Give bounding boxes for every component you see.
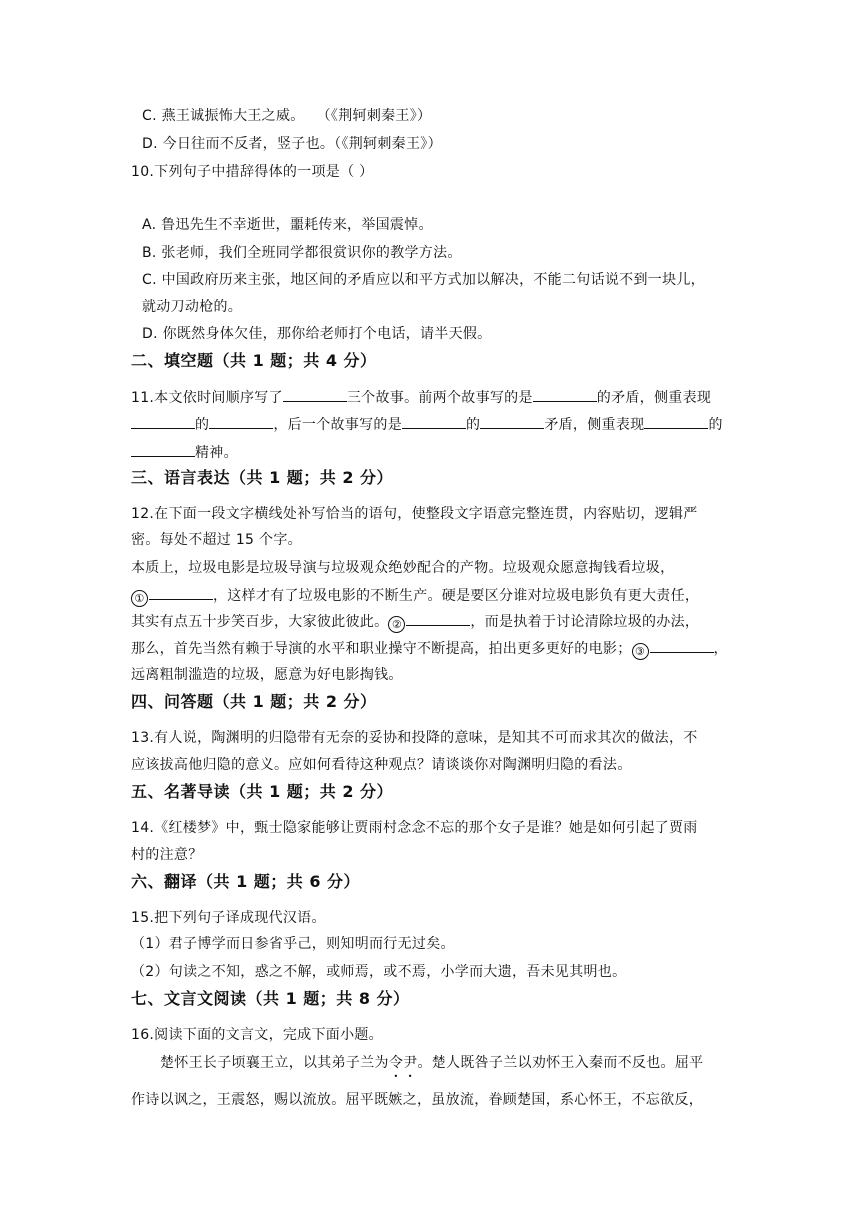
q10-stem: 10.下列句子中措辞得体的一项是（ ）	[131, 164, 374, 180]
q11-line2	[131, 414, 723, 435]
answer-blank[interactable]	[644, 414, 708, 429]
q11-text: 三个故事。前两个故事写的是	[346, 390, 533, 406]
q13-line2: 应该拔高他归隐的意义。应如何看待这种观点？请谈谈你对陶渊明归隐的看法。	[131, 757, 632, 773]
emphasized-char: 令	[388, 1055, 404, 1071]
q14-line2: 村的注意？	[131, 847, 203, 863]
q12-line7: 远离粗制滥造的垃圾，愿意为好电影掏钱。	[131, 667, 403, 683]
q12-text: ，	[713, 641, 728, 657]
section-heading-language-expression: 三、语言表达（共 1 题；共 2 分）	[131, 468, 394, 487]
q13-line1: 13.有人说，陶渊明的归隐带有无奈的妥协和投降的意味，是知其不可而求其次的做法，不	[131, 730, 698, 746]
q16-passage-line1	[160, 1053, 703, 1073]
q12-text: 其实有点五十步笑百步，大家彼此彼此。	[131, 614, 389, 630]
q15-stem: 15.把下列句子译成现代汉语。	[131, 910, 326, 926]
q12-line5	[131, 611, 699, 633]
answer-blank[interactable]	[406, 611, 470, 626]
section-heading-classics: 五、名著导读（共 1 题；共 2 分）	[131, 782, 394, 801]
q11-text: 的	[195, 417, 210, 433]
q11-text: 的	[466, 417, 481, 433]
q10-option-d: D. 你既然身体欠佳，那你给老师打个电话，请半天假。	[142, 326, 492, 342]
q12-line1: 12.在下面一段文字横线处补写恰当的语句，使整段文字语意完整连贯，内容贴切，逻辑严	[131, 506, 698, 522]
q12-line3: 本质上，垃圾电影是垃圾导演与垃圾观众绝妙配合的产物。垃圾观众愿意掏钱看垃圾，	[131, 560, 675, 576]
q12-text: 那么，首先当然有赖于导演的水平和职业操守不断提高，拍出更多更好的电影；	[131, 641, 632, 657]
section-heading-translation: 六、翻译（共 1 题；共 6 分）	[131, 872, 361, 891]
q12-line4	[131, 585, 699, 607]
q9-option-d: D. 今日往而不反者，竖子也。（《荆轲刺秦王》）	[142, 136, 442, 152]
q9-option-c: C. 燕王诚振怖大王之威。 （《荆轲刺秦王》）	[142, 108, 432, 124]
blank-number-1: ①	[131, 590, 148, 607]
q11-text: 的	[708, 417, 723, 433]
answer-blank[interactable]	[283, 387, 347, 402]
q11-text: 11.本文依时间顺序写了	[131, 390, 283, 406]
q11-text: 的矛盾，侧重表现	[596, 390, 712, 406]
passage-text: 。楚人既咎子兰以劝怀王入秦而不反也。屈平	[417, 1055, 704, 1071]
q12-text: ，而是执着于讨论清除垃圾的办法，	[470, 614, 700, 630]
q11-text: 矛盾，侧重表现	[544, 417, 645, 433]
q10-option-c-line2: 就动刀动枪的。	[142, 299, 243, 315]
q12-line2: 密。每处不超过 15 个字。	[131, 532, 302, 548]
q15-sentence-2: （2）句读之不知，惑之不解，或师焉，或不焉，小学而大遗，吾未见其明也。	[131, 964, 627, 980]
blank-number-3: ③	[632, 643, 649, 660]
section-heading-qa: 四、问答题（共 1 题；共 2 分）	[131, 692, 377, 711]
q11-text: 精神。	[195, 445, 238, 461]
answer-blank[interactable]	[480, 414, 544, 429]
answer-blank[interactable]	[131, 442, 195, 457]
q10-option-a: A. 鲁迅先生不幸逝世，噩耗传来，举国震悼。	[142, 217, 433, 233]
q14-line1: 14.《红楼梦》中，甄士隐家能够让贾雨村念念不忘的那个女子是谁？她是如何引起了贾雨	[131, 820, 698, 836]
q10-option-c-line1: C. 中国政府历来主张，地区间的矛盾应以和平方式加以解决，不能二句话说不到一块儿，	[142, 272, 705, 288]
passage-text: 楚怀王长子顷襄王立，以其弟子兰为	[160, 1055, 389, 1071]
emphasized-char: 尹	[403, 1055, 418, 1071]
q16-stem: 16.阅读下面的文言文，完成下面小题。	[131, 1027, 383, 1043]
section-heading-classical-reading: 七、文言文阅读（共 1 题；共 8 分）	[131, 989, 410, 1008]
blank-number-2: ②	[388, 616, 405, 633]
answer-blank[interactable]	[131, 414, 195, 429]
q11-text: ，后一个故事写的是	[273, 417, 403, 433]
q12-text: ，这样才有了垃圾电影的不断生产。硬是要区分谁对垃圾电影负有更大责任，	[213, 588, 700, 604]
answer-blank[interactable]	[209, 414, 273, 429]
answer-blank[interactable]	[533, 387, 597, 402]
q11-line1	[131, 387, 711, 408]
answer-blank[interactable]	[402, 414, 466, 429]
q10-option-b: B. 张老师，我们全班同学都很赏识你的教学方法。	[142, 245, 462, 261]
q15-sentence-1: （1）君子博学而日参省乎己，则知明而行无过矣。	[131, 936, 455, 952]
q12-line6	[131, 638, 728, 660]
q16-passage-line2: 作诗以讽之，王震怒，赐以流放。屈平既嫉之，虽放流，眷顾楚国，系心怀王，不忘欲反，	[131, 1092, 703, 1108]
answer-blank[interactable]	[149, 585, 213, 600]
section-heading-fill-blank: 二、填空题（共 1 题；共 4 分）	[131, 351, 377, 370]
answer-blank[interactable]	[650, 638, 714, 653]
q11-line3	[131, 442, 238, 463]
